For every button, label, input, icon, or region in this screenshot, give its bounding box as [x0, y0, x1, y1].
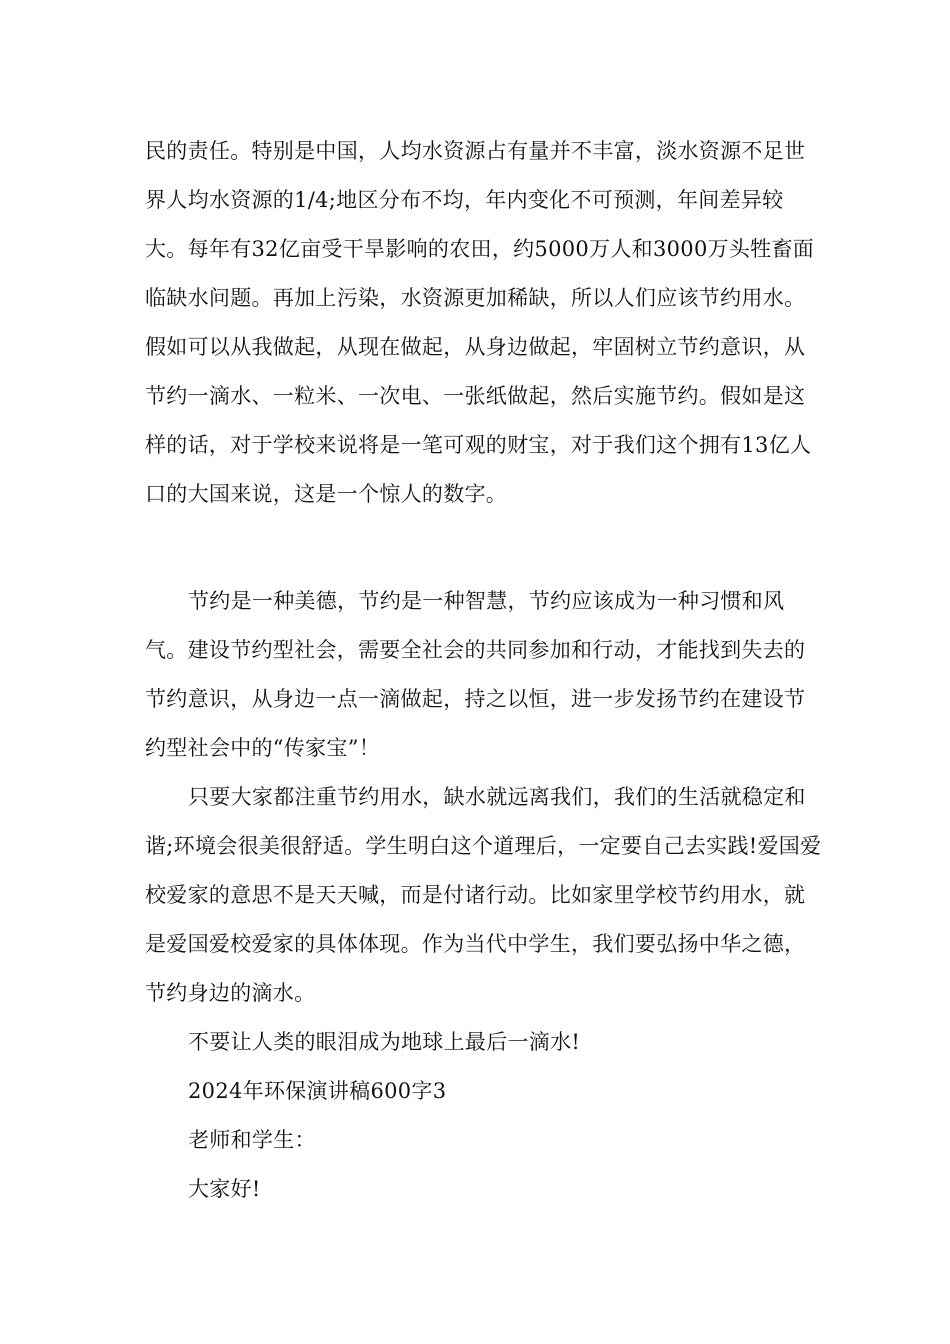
paragraph-last-drop: 不要让人类的眼泪成为地球上最后一滴水!: [188, 1030, 581, 1054]
paragraph-save-water: 只要大家都注重节约用水，缺水就远离我们，我们的生活就稳定和谐;环境会很美很舒适。学生明白这个道理后，一定要自己去实践!爱国爱校爱家的意思不是天天喊，而是付诸行动。比如家里学校节约用水，就是爱国爱校爱家的具体体现。作为当代中学生，我们要弘扬中华之德，节约身边的滴水。: [145, 785, 822, 1005]
paragraph-water-resources: 民的责任。特别是中国，人均水资源占有量并不丰富，淡水资源不足世界人均水资源的1/4;地区分布不均，年内变化不可预测，年间差异较大。每年有32亿亩受干旱影响的农田，约5000万人和3000万头牲畜面临缺水问题。再加上污染，水资源更加稀缺，所以人们应该节约用水。假如可以从我做起，从现在做起，从身边做起，牢固树立节约意识，从节约一滴水、一粒米、一次电、一张纸做起，然后实施节约。假如是这样的话，对于学校来说将是一笔可观的财宝，对于我们这个拥有13亿人口的大国来说，这是一个惊人的数字。: [145, 139, 815, 506]
paragraph-block-1: [145, 127, 825, 519]
paragraph-saving-virtue: 节约是一种美德，节约是一种智慧，节约应该成为一种习惯和风气。建设节约型社会，需要全社会的共同参加和行动，才能找到失去的节约意识，从身边一点一滴做起，持之以恒，进一步发扬节约在建设节约型社会中的“传家宝”！: [145, 589, 806, 760]
greeting: 大家好!: [188, 1177, 261, 1201]
paragraph-block-2: [145, 577, 825, 1214]
section-title: 2024年环保演讲稿600字3: [188, 1079, 447, 1103]
salutation: 老师和学生：: [188, 1128, 316, 1152]
